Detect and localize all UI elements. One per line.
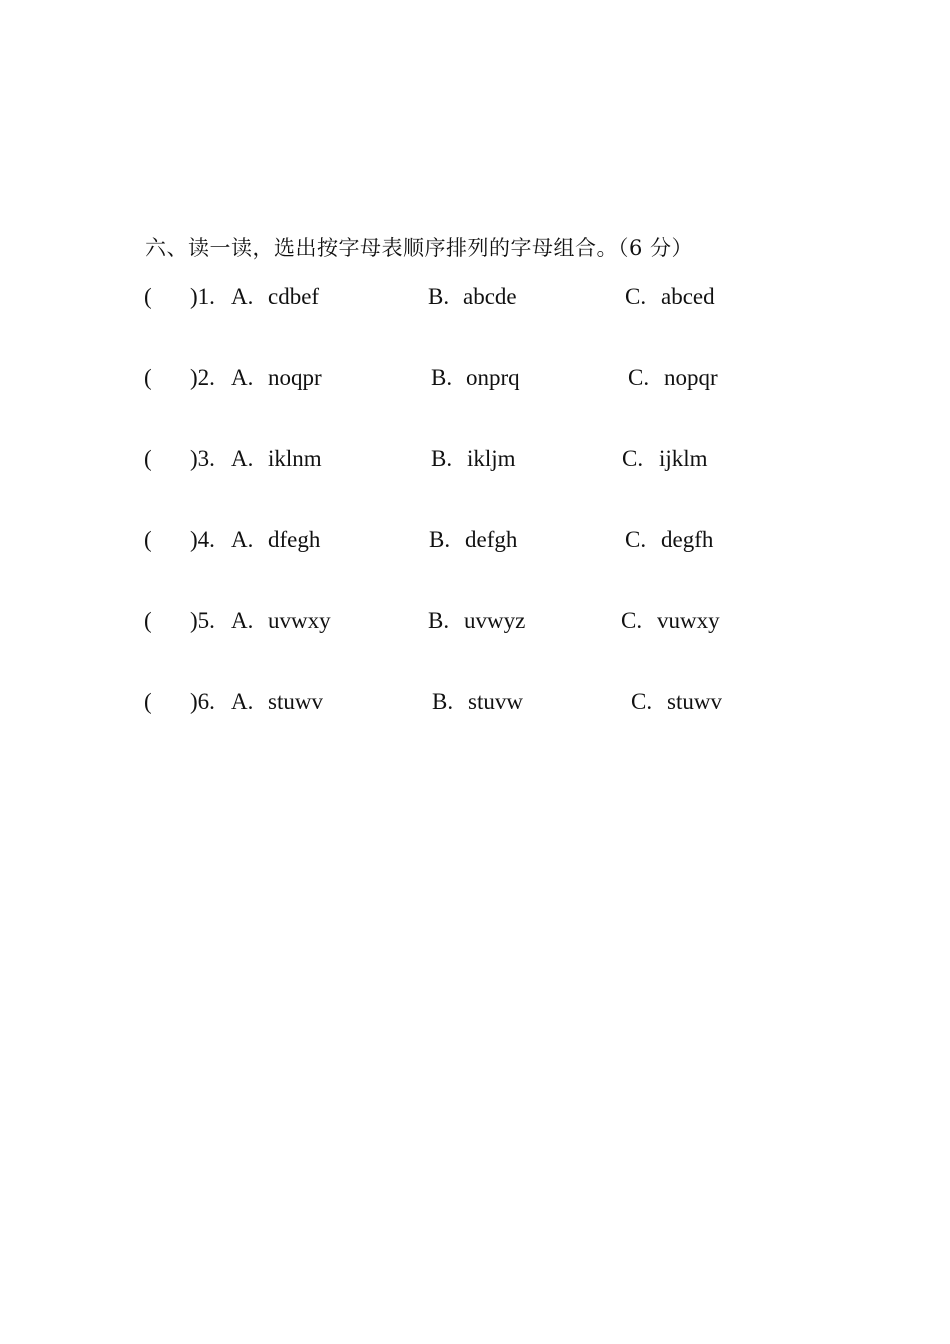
question-row-6 — [0, 689, 950, 719]
question-number: )6. — [190, 689, 215, 714]
option-b-text: uvwyz — [464, 608, 526, 633]
question-number: )5. — [190, 608, 215, 633]
answer-paren-open: ( — [144, 446, 152, 471]
option-a-text: dfegh — [268, 527, 321, 552]
answer-paren-open: ( — [144, 527, 152, 552]
question-row-1 — [0, 284, 950, 314]
option-c-text: stuwv — [667, 689, 722, 714]
option-a-text: cdbef — [268, 284, 320, 309]
option-c-text: ijklm — [659, 446, 708, 471]
answer-paren-open: ( — [144, 365, 152, 390]
option-c-letter: C. — [621, 608, 643, 633]
option-b-letter: B. — [429, 527, 451, 552]
option-c-letter: C. — [628, 365, 650, 390]
answer-paren-open: ( — [144, 284, 152, 309]
option-a-text: uvwxy — [268, 608, 331, 633]
option-c-text: nopqr — [664, 365, 718, 390]
question-row-2 — [0, 365, 950, 395]
question-row-5 — [0, 608, 950, 638]
option-b-letter: B. — [431, 446, 453, 471]
option-b-text: onprq — [466, 365, 520, 390]
option-a-letter: A. — [231, 608, 254, 633]
option-b-letter: B. — [428, 284, 450, 309]
option-b-letter: B. — [428, 608, 450, 633]
question-number: )2. — [190, 365, 215, 390]
question-number: )1. — [190, 284, 215, 309]
option-b-text: abcde — [463, 284, 517, 309]
question-row-4 — [0, 527, 950, 557]
option-c-letter: C. — [631, 689, 653, 714]
option-b-letter: B. — [431, 365, 453, 390]
answer-paren-open: ( — [144, 689, 152, 714]
option-a-letter: A. — [231, 446, 254, 471]
option-a-letter: A. — [231, 365, 254, 390]
section-title: 六、读一读，选出按字母表顺序排列的字母组合。（6 分） — [145, 236, 694, 260]
question-number: )4. — [190, 527, 215, 552]
option-a-letter: A. — [231, 284, 254, 309]
option-b-letter: B. — [432, 689, 454, 714]
answer-paren-open: ( — [144, 608, 152, 633]
question-number: )3. — [190, 446, 215, 471]
option-a-text: stuwv — [268, 689, 323, 714]
question-row-3 — [0, 446, 950, 476]
option-a-letter: A. — [231, 689, 254, 714]
option-a-letter: A. — [231, 527, 254, 552]
option-c-text: vuwxy — [657, 608, 720, 633]
option-c-letter: C. — [622, 446, 644, 471]
option-b-text: stuvw — [468, 689, 523, 714]
option-c-letter: C. — [625, 284, 647, 309]
option-c-letter: C. — [625, 527, 647, 552]
option-b-text: ikljm — [467, 446, 516, 471]
option-a-text: iklnm — [268, 446, 322, 471]
option-c-text: abced — [661, 284, 715, 309]
option-b-text: defgh — [465, 527, 518, 552]
option-c-text: degfh — [661, 527, 714, 552]
option-a-text: noqpr — [268, 365, 322, 390]
